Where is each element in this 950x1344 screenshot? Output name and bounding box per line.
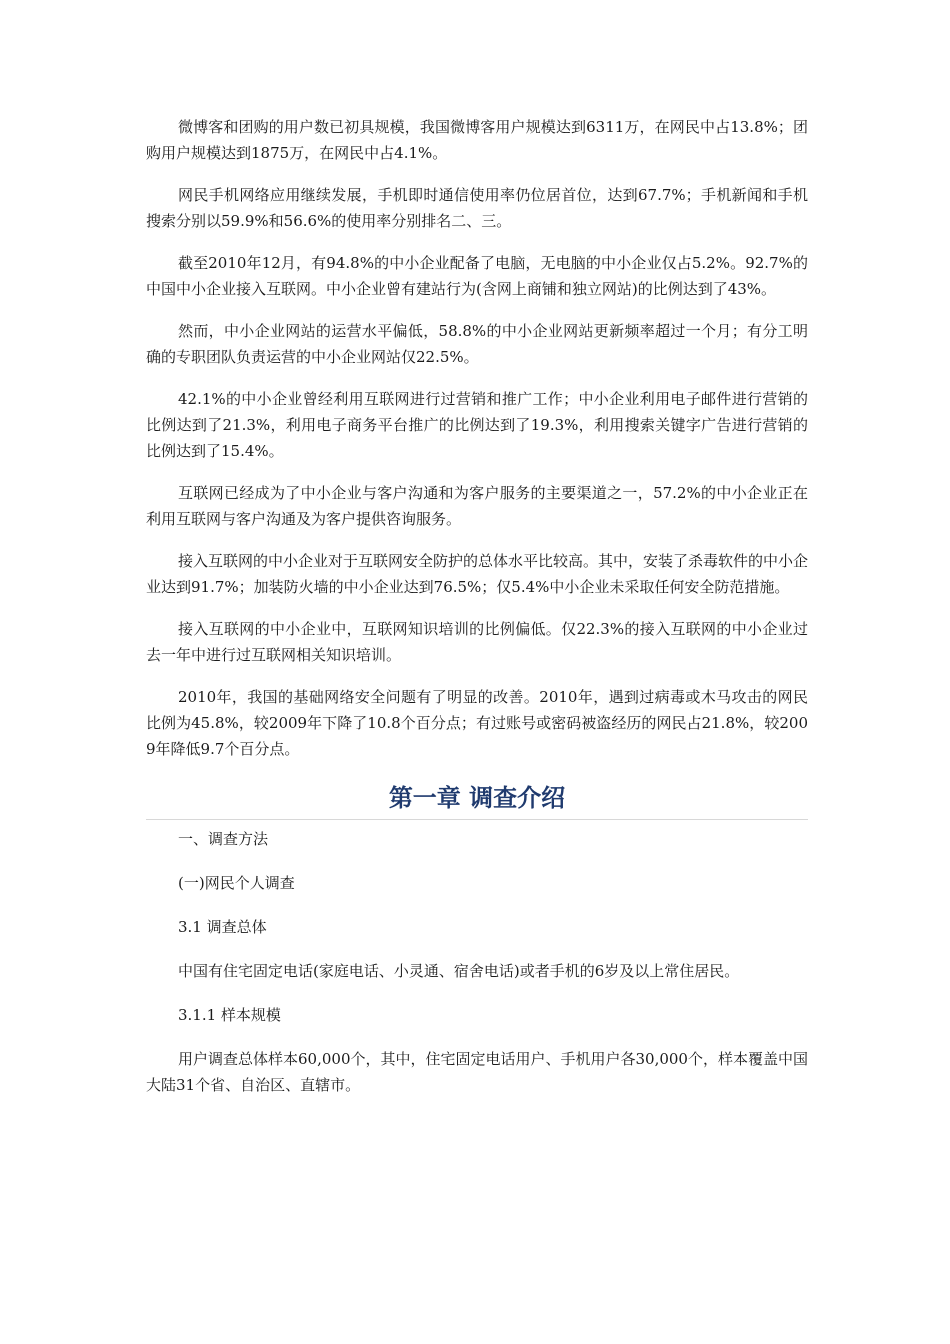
paragraph-network-security: 2010年，我国的基础网络安全问题有了明显的改善。2010年，遇到过病毒或木马攻击的网民比例为45.8%，较2009年下降了10.8个百分点；有过账号或密码被盗经历的网民占21.8%，较2009年降低9.7个百分点。 [146,688,808,758]
paragraph-sme-marketing: 42.1%的中小企业曾经利用互联网进行过营销和推广工作；中小企业利用电子邮件进行营销的比例达到了21.3%，利用电子商务平台推广的比例达到了19.3%，利用搜索关键字广告进行营销的比例达到了15.4%。 [146,390,808,460]
paragraph-sme-computers: 截至2010年12月，有94.8%的中小企业配备了电脑，无电脑的中小企业仅占5.2%。92.7%的中国中小企业接入互联网。中小企业曾有建站行为(含网上商铺和独立网站)的比例达到了43%。 [146,254,808,298]
paragraph-mobile-apps: 网民手机网络应用继续发展，手机即时通信使用率仍位居首位，达到67.7%；手机新闻和手机搜索分别以59.9%和56.6%的使用率分别排名二、三。 [146,186,808,230]
paragraph-sme-customer-communication: 互联网已经成为了中小企业与客户沟通和为客户服务的主要渠道之一，57.2%的中小企业正在利用互联网与客户沟通及为客户提供咨询服务。 [146,484,808,528]
section-heading-individual-survey: (一)网民个人调查 [178,874,295,892]
document-page [146,114,808,1116]
paragraph-sme-website-operation: 然而，中小企业网站的运营水平偏低，58.8%的中小企业网站更新频率超过一个月；有分工明确的专职团队负责运营的中小企业网站仅22.5%。 [146,322,808,366]
paragraph-sme-security: 接入互联网的中小企业对于互联网安全防护的总体水平比较高。其中，安装了杀毒软件的中小企业达到91.7%；加装防火墙的中小企业达到76.5%；仅5.4%中小企业未采取任何安全防范措施。 [146,552,809,596]
paragraph-sme-training: 接入互联网的中小企业中，互联网知识培训的比例偏低。仅22.3%的接入互联网的中小企业过去一年中进行过互联网相关知识培训。 [146,620,808,664]
section-heading-sample-size: 3.1.1 样本规模 [178,1006,281,1024]
paragraph-weibo-groupbuy: 微博客和团购的用户数已初具规模，我国微博客用户规模达到6311万，在网民中占13.8%；团购用户规模达到1875万，在网民中占4.1%。 [146,118,808,162]
section-heading-method: 一、调查方法 [178,830,269,848]
survey-method-section [146,826,808,1098]
section-text-population: 中国有住宅固定电话(家庭电话、小灵通、宿舍电话)或者手机的6岁及以上常住居民。 [178,962,740,980]
chapter-title: 第一章 调查介绍 [146,778,808,820]
section-text-sample-size: 用户调查总体样本60,000个，其中，住宅固定电话用户、手机用户各30,000个，样本覆盖中国大陆31个省、自治区、直辖市。 [146,1050,808,1094]
section-heading-population: 3.1 调查总体 [178,918,267,936]
